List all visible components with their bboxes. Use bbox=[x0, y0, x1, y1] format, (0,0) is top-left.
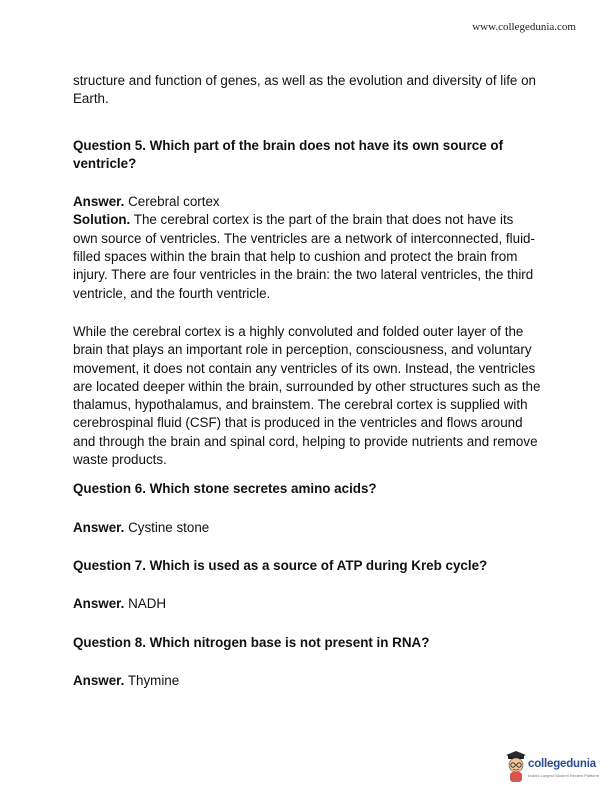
solution-5 bbox=[73, 211, 541, 302]
answer-label: Answer. bbox=[73, 596, 125, 612]
question-6: Question 6. Which stone secretes amino acids? bbox=[73, 481, 377, 497]
answer-value: Thymine bbox=[127, 672, 180, 688]
answer-7 bbox=[73, 595, 541, 613]
answer-label: Answer. bbox=[73, 672, 125, 688]
answer-8 bbox=[73, 672, 541, 690]
mascot-icon bbox=[505, 751, 529, 785]
answer-6 bbox=[73, 519, 541, 537]
footer-logo bbox=[505, 751, 612, 785]
answer-label: Answer. bbox=[73, 194, 125, 210]
solution-label: Solution. bbox=[73, 212, 131, 228]
question-8: Question 8. Which nitrogen base is not present in RNA? bbox=[73, 634, 430, 650]
answer-value: Cerebral cortex bbox=[128, 194, 220, 210]
question-7: Question 7. Which is used as a source of ATP during Kreb cycle? bbox=[73, 557, 488, 573]
answer-5 bbox=[73, 193, 541, 211]
question-5: Question 5. Which part of the brain does not have its own source of ventricle? bbox=[73, 137, 504, 171]
answer-value: Cystine stone bbox=[128, 519, 210, 535]
logo-text: collegedunia bbox=[528, 758, 596, 770]
solution-5-paragraph-2: While the cerebral cortex is a highly convoluted and folded outer layer of the brain that plays an important role in perception, consciousness, and voluntary movement, it does not contain any ventricles of its own. Instead, the ventricles are located deeper within the brain, surrounded by other structures such as the thalamus, hypothalamus, and brainstem. The cerebral cortex is supplied with cerebrospinal fluid (CSF) that is produced in the ventricles and flows around and through the brain and spinal cord, helping to provide nutrients and remove waste products. bbox=[73, 323, 541, 468]
solution-text: The cerebral cortex is the part of the brain that does not have its own source of ventricles. The ventricles are a network of interconnected, fluid-filled spaces within the brain that help to cushion and protect the brain from injury. There are four ventricles in the brain: the two lateral ventricles, the third ventricle, and the fourth ventricle. bbox=[73, 212, 535, 301]
logo-tagline: India's Largest Student Review Platform bbox=[528, 773, 600, 778]
answer-value: NADH bbox=[128, 596, 167, 612]
header-url: www.collegedunia.com bbox=[472, 21, 576, 33]
document-body bbox=[73, 72, 541, 690]
answer-label: Answer. bbox=[73, 519, 125, 535]
intro-paragraph: structure and function of genes, as well as the evolution and diversity of life on Earth. bbox=[73, 73, 536, 107]
